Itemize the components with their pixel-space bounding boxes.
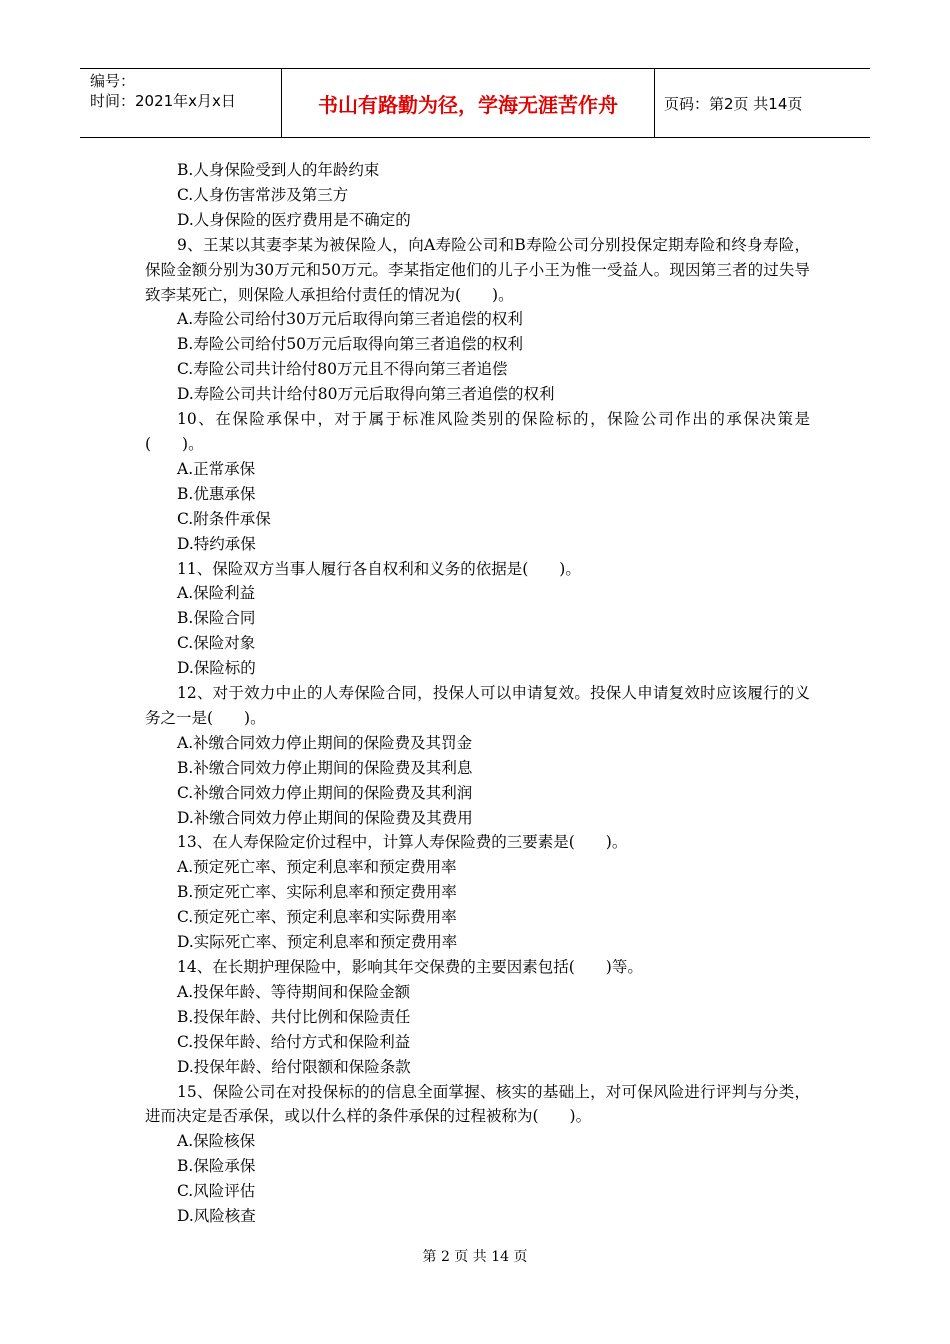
answer-option: C.附条件承保 [177, 509, 271, 528]
answer-option: D.实际死亡率、预定利息率和预定费用率 [177, 933, 458, 952]
answer-option: A.正常承保 [177, 459, 256, 478]
answer-option: C.风险评估 [177, 1182, 256, 1201]
question-text: 9、王某以其妻李某为被保险人，向A寿险公司和B寿险公司分别投保定期寿险和终身寿险，保险金额分别为30万元和50万元。李某指定他们的儿子小王为惟一受益人。现因第三者的过失导致李某死亡，则保险人承担给付责任的情况为( )。 [145, 235, 810, 304]
answer-option: B.寿险公司给付50万元后取得向第三者追偿的权利 [177, 335, 524, 354]
page-header [80, 68, 870, 138]
header-meta [80, 69, 282, 137]
question-text: 10、在保险承保中，对于属于标准风险类别的保险标的，保险公司作出的承保决策是( )。 [145, 410, 810, 453]
answer-option: A.寿险公司给付30万元后取得向第三者追偿的权利 [177, 310, 523, 329]
answer-option: C.寿险公司共计给付80万元且不得向第三者追偿 [177, 360, 508, 379]
header-page-info: 页码：第2页 共14页 [664, 94, 803, 113]
question-text: 15、保险公司在对投保标的的信息全面掌握、核实的基础上，对可保风险进行评判与分类，进而决定是否承保，或以什么样的条件承保的过程被称为( )。 [145, 1082, 810, 1126]
question-text: 14、在长期护理保险中，影响其年交保费的主要因素包括( )等。 [177, 958, 643, 976]
answer-option: B.保险合同 [177, 609, 256, 628]
answer-option: A.保险核保 [177, 1132, 256, 1151]
page-footer: 第 2 页 共 14 页 [422, 1249, 528, 1265]
answer-option: D.寿险公司共计给付80万元后取得向第三者追偿的权利 [177, 385, 555, 404]
answer-option: D.特约承保 [177, 534, 256, 553]
answer-option: B.优惠承保 [177, 484, 256, 503]
answer-option: D.风险核查 [177, 1207, 256, 1226]
answer-option: B.补缴合同效力停止期间的保险费及其利息 [177, 758, 473, 777]
answer-option: A.预定死亡率、预定利息率和预定费用率 [177, 858, 457, 877]
question-text: 12、对于效力中止的人寿保险合同，投保人可以申请复效。投保人申请复效时应该履行的义务之一是( )。 [145, 684, 810, 727]
answer-option: A.投保年龄、等待期间和保险金额 [177, 982, 411, 1001]
answer-option: D.投保年龄、给付限额和保险条款 [177, 1057, 411, 1076]
answer-option: C.投保年龄、给付方式和保险利益 [177, 1032, 411, 1051]
header-motto: 书山有路勤为径，学海无涯苦作舟 [282, 69, 655, 137]
answer-option: C.补缴合同效力停止期间的保险费及其利润 [177, 783, 473, 802]
answer-option: B.人身保险受到人的年龄约束 [177, 161, 380, 179]
time-label: 时间：2021年x月x日 [90, 92, 236, 110]
answer-option: C.保险对象 [177, 634, 256, 653]
answer-option: B.预定死亡率、实际利息率和预定费用率 [177, 883, 457, 902]
answer-option: A.补缴合同效力停止期间的保险费及其罚金 [177, 733, 473, 752]
answer-option: B.保险承保 [177, 1157, 256, 1176]
answer-option: A.保险利益 [177, 584, 256, 603]
answer-option: D.人身保险的医疗费用是不确定的 [177, 210, 411, 229]
answer-option: B.投保年龄、共付比例和保险责任 [177, 1007, 411, 1026]
question-text: 13、在人寿保险定价过程中，计算人寿保险费的三要素是( )。 [177, 833, 628, 852]
answer-option: C.人身伤害常涉及第三方 [177, 185, 349, 204]
answer-option: D.保险标的 [177, 659, 256, 678]
document-body [145, 158, 810, 1229]
number-label: 编号： [90, 72, 136, 90]
answer-option: D.补缴合同效力停止期间的保险费及其费用 [177, 808, 473, 827]
question-text: 11、保险双方当事人履行各自权利和义务的依据是( )。 [177, 559, 581, 578]
answer-option: C.预定死亡率、预定利息率和实际费用率 [177, 908, 457, 927]
